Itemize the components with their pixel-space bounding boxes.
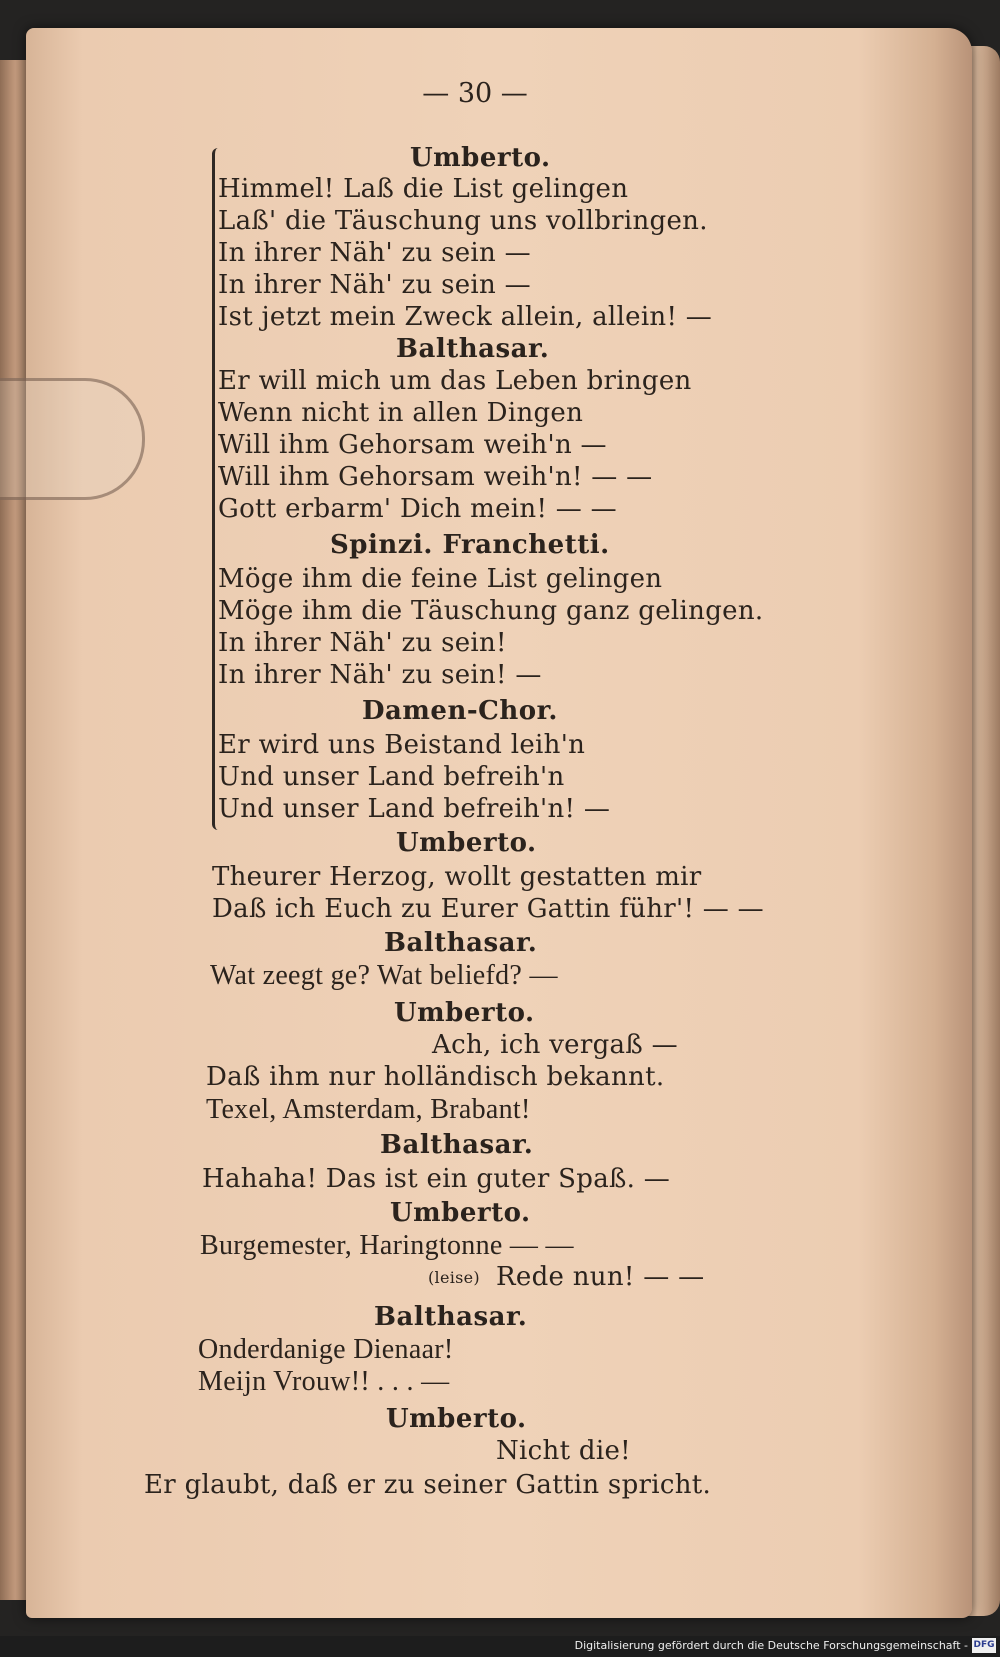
page-clip	[0, 378, 145, 500]
speaker-name: Umberto.	[410, 143, 551, 173]
verse-line: Laß' die Täuschung uns vollbringen.	[218, 206, 708, 236]
verse-line: Daß ich Euch zu Eurer Gattin führ'! — —	[212, 894, 764, 924]
speaker-name: Umberto.	[390, 1198, 531, 1228]
verse-line: Er will mich um das Leben bringen	[218, 366, 692, 396]
verse-line: Und unser Land befreih'n	[218, 762, 565, 792]
verse-line: Daß ihm nur holländisch bekannt.	[206, 1062, 665, 1092]
verse-line: Texel, Amsterdam, Brabant!	[206, 1094, 531, 1125]
verse-line: Ist jetzt mein Zweck allein, allein! —	[218, 302, 713, 332]
verse-line: Hahaha! Das ist ein guter Spaß. —	[202, 1164, 671, 1194]
speaker-name: Balthasar.	[380, 1130, 534, 1160]
speaker-name: Umberto.	[394, 998, 535, 1028]
verse-line: Onderdanige Dienaar!	[198, 1334, 454, 1365]
verse-line: Rede nun! — —	[496, 1262, 705, 1292]
stage-direction: (leise)	[428, 1268, 480, 1287]
verse-line: In ihrer Näh' zu sein —	[218, 270, 531, 300]
verse-line: Theurer Herzog, wollt gestatten mir	[212, 862, 702, 892]
verse-line: Himmel! Laß die List gelingen	[218, 174, 629, 204]
verse-line: Nicht die!	[496, 1436, 631, 1466]
verse-line: Er wird uns Beistand leih'n	[218, 730, 586, 760]
verse-line: Möge ihm die Täuschung ganz gelingen.	[218, 596, 764, 626]
speaker-name: Umberto.	[386, 1404, 527, 1434]
footer-bar	[0, 1636, 1000, 1657]
verse-line: Und unser Land befreih'n! —	[218, 794, 611, 824]
verse-line: Gott erbarm' Dich mein! — —	[218, 494, 617, 524]
verse-line: Wenn nicht in allen Dingen	[218, 398, 584, 428]
verse-line: In ihrer Näh' zu sein —	[218, 238, 531, 268]
verse-line: Burgemester, Haringtonne — —	[200, 1230, 574, 1261]
verse-line: Ach, ich vergaß —	[432, 1030, 678, 1060]
verse-line: In ihrer Näh' zu sein! —	[218, 660, 542, 690]
verse-line: Er glaubt, daß er zu seiner Gattin spricht.	[144, 1470, 712, 1500]
verse-line: In ihrer Näh' zu sein!	[218, 628, 507, 658]
verse-line: Wat zeegt ge? Wat beliefd? —	[210, 960, 558, 991]
dfg-logo[interactable]: DFG	[972, 1638, 996, 1653]
speaker-name: Balthasar.	[374, 1302, 528, 1332]
speaker-name: Spinzi. Franchetti.	[330, 530, 610, 560]
verse-line: Will ihm Gehorsam weih'n! — —	[218, 462, 653, 492]
verse-line: Meijn Vrouw!! . . . —	[198, 1366, 450, 1397]
verse-line: Möge ihm die feine List gelingen	[218, 564, 663, 594]
page-number: — 30 —	[422, 78, 528, 109]
funding-credit: Digitalisierung gefördert durch die Deutsche Forschungsgemeinschaft -	[574, 1639, 968, 1652]
speaker-name: Balthasar.	[396, 334, 550, 364]
speaker-name: Damen-Chor.	[362, 696, 558, 726]
verse-line: Will ihm Gehorsam weih'n —	[218, 430, 607, 460]
speaker-name: Umberto.	[396, 828, 537, 858]
speaker-name: Balthasar.	[384, 928, 538, 958]
